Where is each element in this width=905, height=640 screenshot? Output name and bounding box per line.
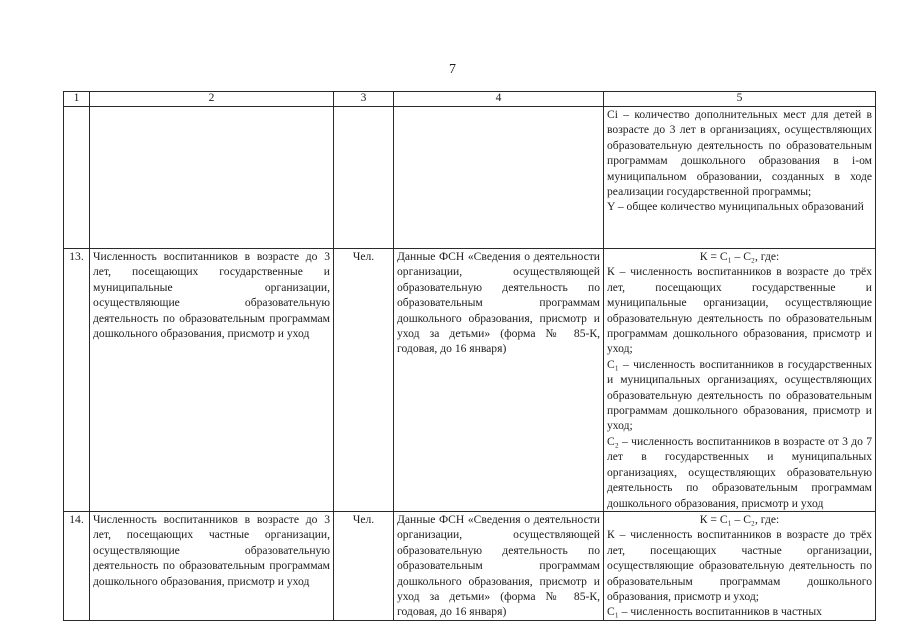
row-number: 14. [64, 511, 90, 620]
unit-cell: Чел. [334, 511, 394, 620]
formula-explanation: К – численность воспитанников в возрасте до трёх лет, посещающих частные организации, осуществляющие образовательную деятельность по образовательным программам дошкольного образования, присмотр и уход; С₁ – численность воспитанников в частных [607, 528, 872, 619]
indicator-cell [90, 107, 334, 249]
row-number [64, 107, 90, 249]
table-row [64, 249, 876, 512]
row-number: 13. [64, 249, 90, 512]
indicators-table [63, 91, 876, 621]
unit-cell [334, 107, 394, 249]
source-cell: Данные ФСН «Сведения о деятельности организации, осуществляющей образовательную деятельность по образовательным программам дошкольного образования, присмотр и уход за детьми» (форма № 85-К, годовая, до 16 января) [394, 511, 604, 620]
table-row-continuation [64, 107, 876, 249]
source-cell [394, 107, 604, 249]
unit-cell: Чел. [334, 249, 394, 512]
header-col-1: 1 [64, 92, 90, 107]
method-cell [604, 511, 876, 620]
source-cell: Данные ФСН «Сведения о деятельности организации, осуществляющей образовательную деятельность по образовательным программам дошкольного образования, присмотр и уход за детьми» (форма № 85-К, годовая, до 16 января) [394, 249, 604, 512]
indicator-cell: Численность воспитанников в возрасте до 3 лет, посещающих государственные и муниципальные организации, осуществляющие образовательную деятельность по образовательным программам дошкольного образования, присмотр и уход [90, 249, 334, 512]
method-cell: Ci – количество дополнительных мест для детей в возрасте до 3 лет в организациях, осуществляющих образовательную деятельность по образовательным программам дошкольного образования в i-ом муниципальном образовании, созданных в ходе реализации государственной программы; Y – общее количество муниципальных образований [604, 107, 876, 249]
formula-explanation: К – численность воспитанников в возрасте до трёх лет, посещающих государственные и муниципальные организации, осуществляющие образовательную деятельность по образовательным программам дошкольного образования, присмотр и уход; С₁ – численность воспитанников в государственных и муниципальных организациях, осуществляющих образовательную деятельность по образовательным программам дошкольного образования, присмотр и уход; С₂ – численность воспитанников в возрасте от 3 до 7 лет в государственных и муниципальных организациях, осуществляющих образовательную деятельность по образовательным программам дошкольного образования, присмотр и уход [607, 265, 872, 510]
formula: К = С₁ – С₂, где: [699, 250, 780, 263]
indicator-cell: Численность воспитанников в возрасте до 3 лет, посещающих частные организации, осуществляющие образовательную деятельность по образовательным программам дошкольного образования, присмотр и уход [90, 511, 334, 620]
method-cell [604, 249, 876, 512]
header-col-2: 2 [90, 92, 334, 107]
table-row [64, 511, 876, 620]
header-col-3: 3 [334, 92, 394, 107]
formula: К = С₁ – С₂, где: [699, 512, 780, 526]
header-col-5: 5 [604, 92, 876, 107]
table-header-row [64, 92, 876, 107]
page-number: 7 [449, 62, 456, 77]
header-col-4: 4 [394, 92, 604, 107]
